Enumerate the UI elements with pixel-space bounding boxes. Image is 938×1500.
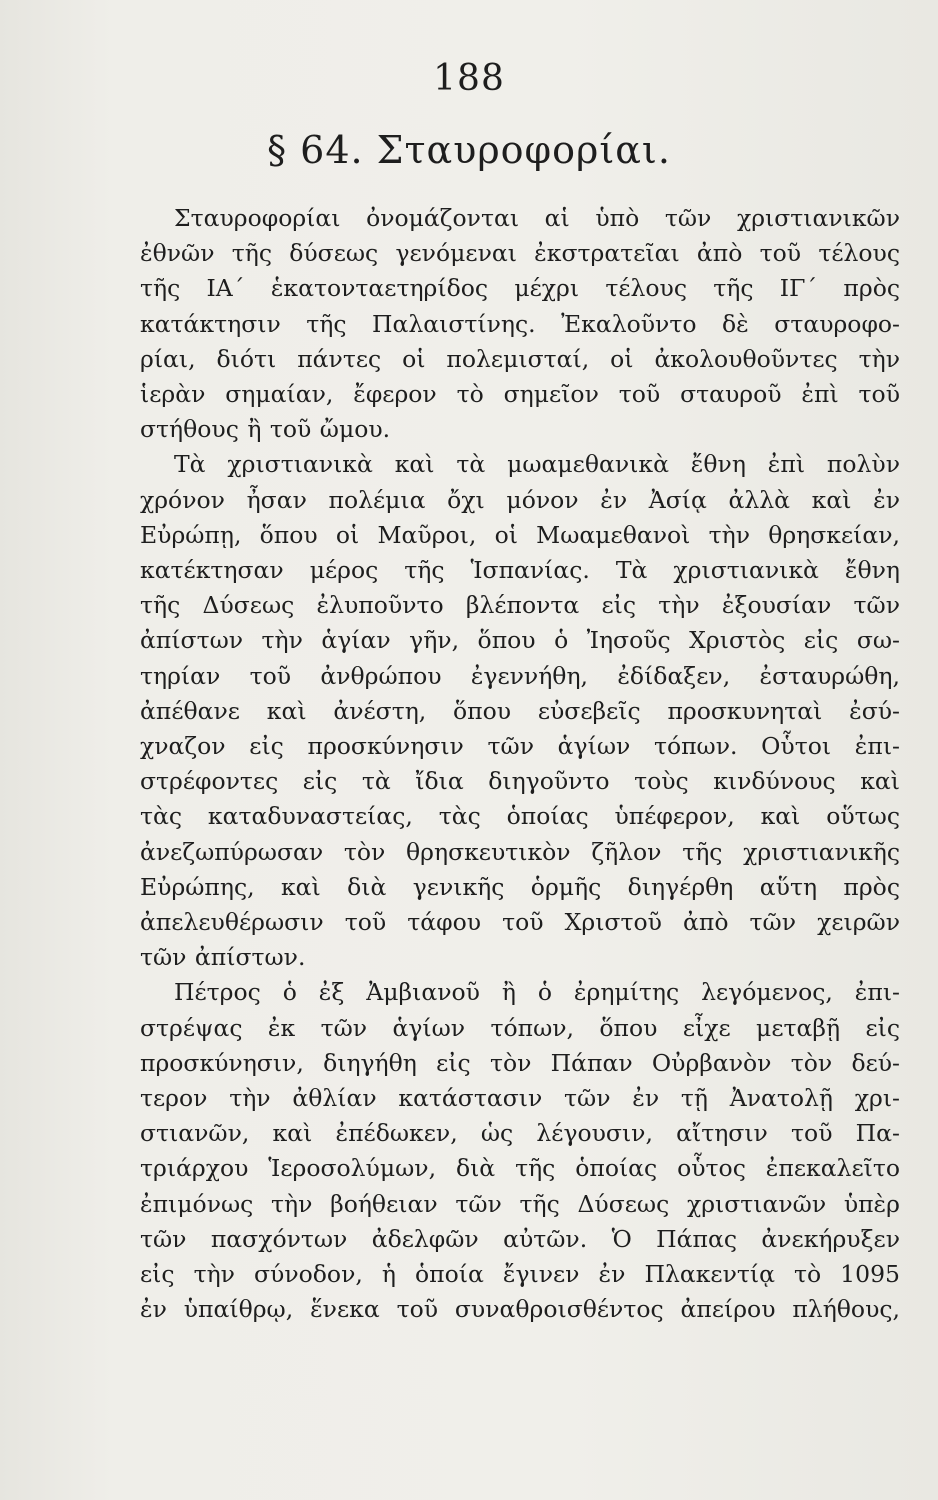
text-line: ἐθνῶν τῆς δύσεως γενόμεναι ἐκστρατεῖαι ἀπὸ τοῦ τέλους	[140, 239, 900, 268]
text-line: εἰς τὴν σύνοδον, ἡ ὁποία ἔγινεν ἐν Πλακεντίᾳ τὸ 1095	[140, 1260, 900, 1289]
text-line: τριάρχου Ἱεροσολύμων, διὰ τῆς ὁποίας οὗτος ἐπεκαλεῖτο	[140, 1154, 900, 1183]
text-line: Τὰ χριστιανικὰ καὶ τὰ μωαμεθανικὰ ἔθνη ἐπὶ πολὺν	[174, 450, 900, 479]
section-heading: § 64. Σταυροφορίαι.	[267, 128, 671, 172]
text-line: ἀνεζωπύρωσαν τὸν θρησκευτικὸν ζῆλον τῆς χριστιανικῆς	[140, 837, 900, 866]
text-line: στρέψας ἐκ τῶν ἁγίων τόπων, ὅπου εἶχε μεταβῇ εἰς	[140, 1013, 900, 1042]
text-line: κατέκτησαν μέρος τῆς Ἱσπανίας. Τὰ χριστιανικὰ ἔθνη	[140, 556, 900, 585]
text-line: τηρίαν τοῦ ἀνθρώπου ἐγεννήθη, ἐδίδαξεν, ἐσταυρώθη,	[140, 661, 900, 690]
text-line: προσκύνησιν, διηγήθη εἰς τὸν Πάπαν Οὐρβανὸν τὸν δεύ-	[140, 1048, 900, 1077]
text-line: τῶν ἀπίστων.	[140, 943, 306, 972]
text-line: στιανῶν, καὶ ἐπέδωκεν, ὡς λέγουσιν, αἴτησιν τοῦ Πα-	[140, 1119, 900, 1148]
text-line: τῶν πασχόντων ἀδελφῶν αὐτῶν. Ὁ Πάπας ἀνεκήρυξεν	[140, 1224, 900, 1253]
page-number: 188	[433, 58, 505, 99]
text-line: χρόνον ἦσαν πολέμια ὄχι μόνον ἐν Ἀσίᾳ ἀλλὰ καὶ ἐν	[140, 485, 900, 514]
text-line: ἀπελευθέρωσιν τοῦ τάφου τοῦ Χριστοῦ ἀπὸ τῶν χειρῶν	[140, 908, 900, 937]
text-line: στήθους ἢ τοῦ ὤμου.	[140, 415, 391, 444]
body-text	[140, 201, 900, 1328]
text-line: ρίαι, διότι πάντες οἱ πολεμισταί, οἱ ἀκολουθοῦντες τὴν	[140, 344, 900, 373]
text-line: Εὐρώπῃ, ὅπου οἱ Μαῦροι, οἱ Μωαμεθανοὶ τὴν θρησκείαν,	[140, 520, 900, 549]
text-line: Εὐρώπης, καὶ διὰ γενικῆς ὁρμῆς διηγέρθη αὕτη πρὸς	[140, 872, 900, 901]
text-line: τῆς Δύσεως ἐλυποῦντο βλέποντα εἰς τὴν ἐξουσίαν τῶν	[140, 591, 900, 620]
paragraph	[140, 201, 900, 447]
text-line: χναζον εἰς προσκύνησιν τῶν ἁγίων τόπων. Οὗτοι ἐπι-	[140, 732, 900, 761]
text-line: ἱερὰν σημαίαν, ἔφερον τὸ σημεῖον τοῦ σταυροῦ ἐπὶ τοῦ	[140, 380, 900, 409]
text-line: στρέφοντες εἰς τὰ ἴδια διηγοῦντο τοὺς κινδύνους καὶ	[140, 767, 900, 796]
text-line: Σταυροφορίαι ὀνομάζονται αἱ ὑπὸ τῶν χριστιανικῶν	[174, 204, 900, 232]
text-line: τὰς καταδυναστείας, τὰς ὁποίας ὑπέφερον, καὶ οὕτως	[140, 802, 900, 831]
text-line: ἐπιμόνως τὴν βοήθειαν τῶν τῆς Δύσεως χριστιανῶν ὑπὲρ	[140, 1189, 900, 1218]
text-line: ἀπέθανε καὶ ἀνέστη, ὅπου εὐσεβεῖς προσκυνηταὶ ἐσύ-	[140, 696, 900, 725]
text-line: ἐν ὑπαίθρῳ, ἕνεκα τοῦ συναθροισθέντος ἀπείρου πλήθους,	[140, 1295, 900, 1324]
text-line: Πέτρος ὁ ἐξ Ἀμβιανοῦ ἢ ὁ ἐρημίτης λεγόμενος, ἐπι-	[174, 978, 900, 1007]
text-line: τῆς ΙΑ΄ ἑκατονταετηρίδος μέχρι τέλους τῆς ΙΓ΄ πρὸς	[140, 274, 900, 303]
text-line: ἀπίστων τὴν ἁγίαν γῆν, ὅπου ὁ Ἰησοῦς Χριστὸς εἰς σω-	[140, 626, 900, 655]
text-line: κατάκτησιν τῆς Παλαιστίνης. Ἐκαλοῦντο δὲ σταυροφο-	[140, 309, 900, 338]
paragraph	[140, 447, 900, 975]
text-line: τερον τὴν ἀθλίαν κατάστασιν τῶν ἐν τῇ Ἀνατολῇ χρι-	[140, 1084, 900, 1113]
paragraph	[140, 975, 900, 1327]
